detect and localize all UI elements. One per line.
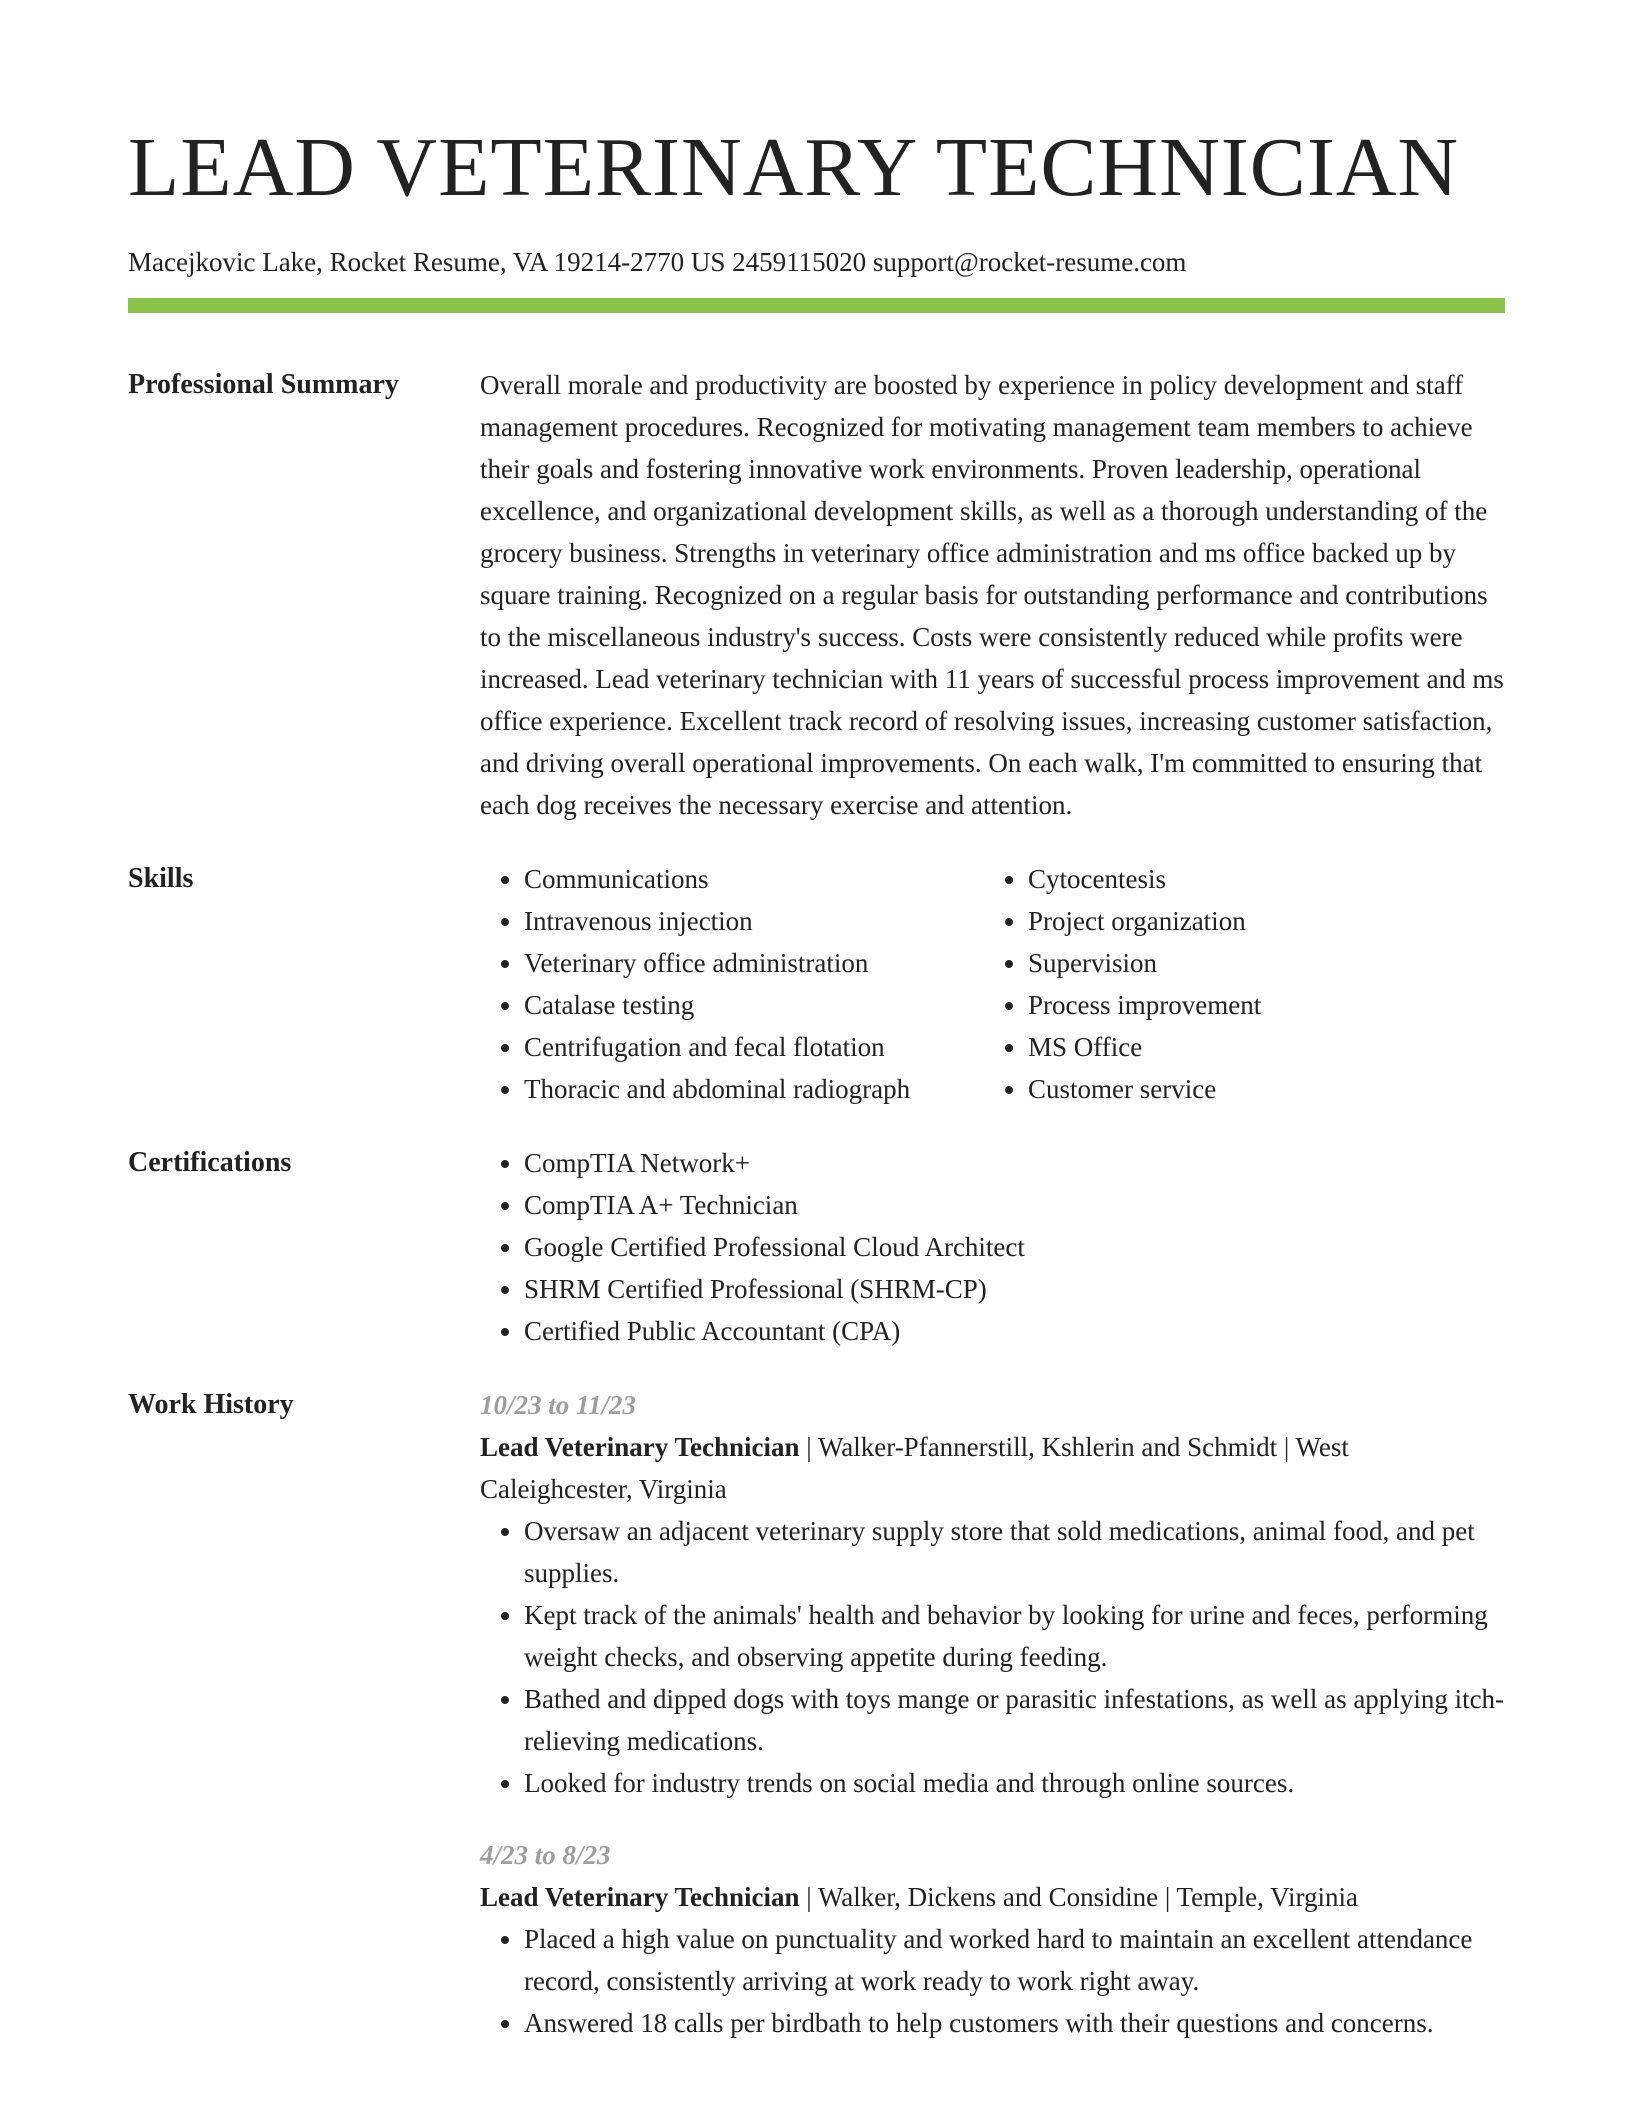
skill-item: • Cytocentesis bbox=[1028, 858, 1505, 900]
skill-item: • Project organization bbox=[1028, 900, 1505, 942]
job-duties-list bbox=[480, 1918, 1505, 2044]
accent-divider bbox=[128, 298, 1505, 313]
skill-item: • Process improvement bbox=[1028, 984, 1505, 1026]
skills-body bbox=[480, 858, 1505, 1110]
certification-item: • Google Certified Professional Cloud Architect bbox=[524, 1226, 1505, 1268]
certifications-list bbox=[480, 1142, 1505, 1352]
skill-item: • Thoracic and abdominal radiograph bbox=[524, 1068, 984, 1110]
summary-section bbox=[128, 364, 1505, 826]
job-title: Lead Veterinary Technician bbox=[480, 1882, 800, 1912]
certification-item: • CompTIA Network+ bbox=[524, 1142, 1505, 1184]
job-heading bbox=[480, 1426, 1505, 1510]
job-duty-item: • Oversaw an adjacent veterinary supply store that sold medications, animal food, and pet supplies. bbox=[524, 1510, 1505, 1594]
job-duties-list bbox=[480, 1510, 1505, 1804]
certification-item: • Certified Public Accountant (CPA) bbox=[524, 1310, 1505, 1352]
certification-item: • SHRM Certified Professional (SHRM-CP) bbox=[524, 1268, 1505, 1310]
job-employer-location: | Walker-Pfannerstill, Kshlerin and Schmidt | West Caleighcester, Virginia bbox=[480, 1432, 1349, 1504]
job-duty-item: • Looked for industry trends on social media and through online sources. bbox=[524, 1762, 1505, 1804]
skill-item: • Supervision bbox=[1028, 942, 1505, 984]
summary-body bbox=[480, 364, 1505, 826]
section-label-summary: Professional Summary bbox=[128, 369, 399, 400]
job-heading bbox=[480, 1876, 1505, 1918]
resume-name: LEAD VETERINARY TECHNICIAN bbox=[128, 121, 1460, 214]
certifications-section bbox=[128, 1142, 1505, 1352]
skill-item: • Veterinary office administration bbox=[524, 942, 984, 984]
job-duty-item: • Bathed and dipped dogs with toys mange or parasitic infestations, as well as applying itch-relieving medications. bbox=[524, 1678, 1505, 1762]
work-history-body bbox=[480, 1384, 1505, 2044]
job-dates: 10/23 to 11/23 bbox=[480, 1390, 637, 1420]
skills-list-left bbox=[480, 858, 984, 1110]
skill-item: • Customer service bbox=[1028, 1068, 1505, 1110]
skill-item: • Communications bbox=[524, 858, 984, 900]
job-employer-location: | Walker, Dickens and Considine | Temple, Virginia bbox=[799, 1882, 1358, 1912]
section-label-skills: Skills bbox=[128, 863, 194, 894]
summary-text: Overall morale and productivity are boosted by experience in policy development and staff management procedures. Recognized for motivating management team members to achieve their goals and fostering innovative work environments. Proven leadership, operational excellence, and organizational development skills, as well as a thorough understanding of the grocery business. Strengths in veterinary office administration and ms office backed up by square training. Recognized on a regular basis for outstanding performance and contributions to the miscellaneous industry's success. Costs were consistently reduced while profits were increased. Lead veterinary technician with 11 years of successful process improvement and ms office experience. Excellent track record of resolving issues, increasing customer satisfaction, and driving overall operational improvements. On each walk, I'm committed to ensuring that each dog receives the necessary exercise and attention. bbox=[480, 370, 1504, 820]
job-dates: 4/23 to 8/23 bbox=[480, 1840, 611, 1870]
skill-item: • Centrifugation and fecal flotation bbox=[524, 1026, 984, 1068]
contact-line: Macejkovic Lake, Rocket Resume, VA 19214-2770 US 2459115020 support@rocket-resume.com bbox=[128, 247, 1187, 277]
skills-list-right bbox=[984, 858, 1505, 1110]
job-entry bbox=[480, 1384, 1505, 1804]
job-title: Lead Veterinary Technician bbox=[480, 1432, 800, 1462]
resume-header bbox=[128, 0, 1505, 313]
skill-item: • Catalase testing bbox=[524, 984, 984, 1026]
section-label-work-history: Work History bbox=[128, 1389, 294, 1420]
section-label-certifications: Certifications bbox=[128, 1147, 292, 1178]
certifications-body bbox=[480, 1142, 1505, 1352]
certification-item: • CompTIA A+ Technician bbox=[524, 1184, 1505, 1226]
skill-item: • MS Office bbox=[1028, 1026, 1505, 1068]
job-entry bbox=[480, 1834, 1505, 2044]
skill-item: • Intravenous injection bbox=[524, 900, 984, 942]
skills-section bbox=[128, 858, 1505, 1110]
job-duty-item: • Placed a high value on punctuality and worked hard to maintain an excellent attendance record, consistently arriving at work ready to work right away. bbox=[524, 1918, 1505, 2002]
work-history-section bbox=[128, 1384, 1505, 2044]
job-duty-item: • Answered 18 calls per birdbath to help customers with their questions and concerns. bbox=[524, 2002, 1505, 2044]
job-duty-item: • Kept track of the animals' health and behavior by looking for urine and feces, performing weight checks, and observing appetite during feeding. bbox=[524, 1594, 1505, 1678]
